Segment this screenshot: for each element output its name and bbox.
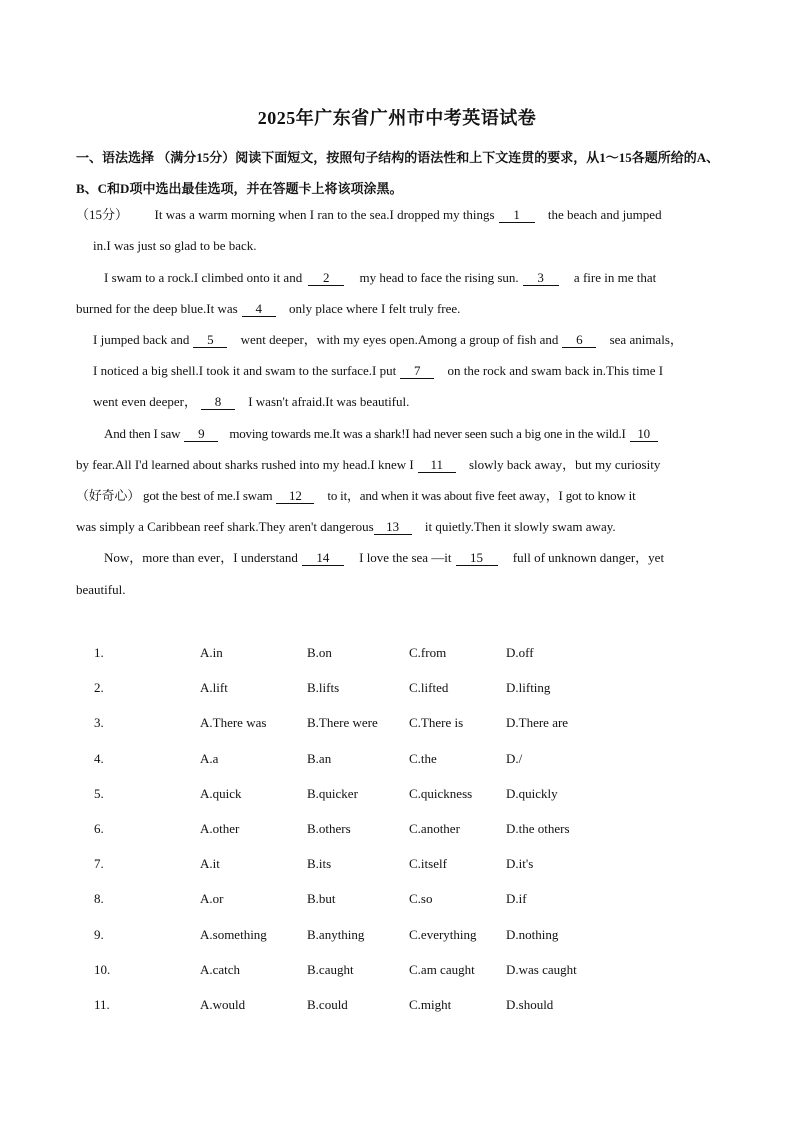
question-number: 8. xyxy=(94,891,104,906)
option-d[interactable]: D.nothing xyxy=(506,927,559,942)
option-b[interactable]: B.anything xyxy=(307,927,365,942)
passage-line-8 xyxy=(104,425,662,443)
passage-line-5 xyxy=(93,331,683,349)
question-number: 7. xyxy=(94,856,104,871)
blank-6[interactable]: 6 xyxy=(562,333,596,348)
option-row xyxy=(0,715,794,735)
question-number: 5. xyxy=(94,786,104,801)
blank-12[interactable]: 12 xyxy=(276,489,314,504)
option-a[interactable]: A.catch xyxy=(200,962,241,977)
section-instruction: 一、语法选择 （满分15分）阅读下面短文，按照句子结构的语法性和上下文连贯的要求，从1～15各题所给的A、B、C和D项中选出最佳选项，并在答题卡上将该项涂黑。 xyxy=(76,150,720,196)
passage-line-7 xyxy=(93,393,409,411)
option-d[interactable]: D.lifting xyxy=(506,680,551,695)
passage-text: It was a warm morning when I ran to the sea.I dropped my things xyxy=(154,207,495,222)
passage-text: a fire in me that xyxy=(573,270,657,285)
passage-text: on the rock and swam back in.This time I xyxy=(447,363,664,378)
option-row xyxy=(0,856,794,876)
option-b[interactable]: B.could xyxy=(307,997,348,1012)
blank-13[interactable]: 13 xyxy=(374,520,412,535)
option-row xyxy=(0,786,794,806)
passage-text: it quietly.Then it slowly swam away. xyxy=(424,519,616,534)
option-a[interactable]: A.a xyxy=(200,751,219,766)
option-b[interactable]: B.lifts xyxy=(307,680,340,695)
option-d[interactable]: D.quickly xyxy=(506,786,558,801)
option-d[interactable]: D./ xyxy=(506,751,523,766)
option-row xyxy=(0,680,794,700)
option-b[interactable]: B.an xyxy=(307,751,332,766)
passage-line-6 xyxy=(93,362,663,380)
option-a[interactable]: A.would xyxy=(200,997,246,1012)
question-number: 11. xyxy=(94,997,110,1012)
passage-text: by fear.All I'd learned about sharks rushed into my head.I knew I xyxy=(76,457,414,472)
blank-7[interactable]: 7 xyxy=(400,364,434,379)
option-b[interactable]: B.others xyxy=(307,821,351,836)
option-a[interactable]: A.something xyxy=(200,927,267,942)
option-a[interactable]: A.it xyxy=(200,856,220,871)
option-row xyxy=(0,927,794,947)
option-d[interactable]: D.if xyxy=(506,891,527,906)
option-b[interactable]: B.caught xyxy=(307,962,354,977)
blank-15[interactable]: 15 xyxy=(456,551,498,566)
question-number: 4. xyxy=(94,751,104,766)
passage-text: And then I saw xyxy=(104,426,181,441)
option-c[interactable]: C.the xyxy=(409,751,437,766)
blank-1[interactable]: 1 xyxy=(499,208,535,223)
passage-text: only place where I felt truly free. xyxy=(288,301,461,316)
option-b[interactable]: B.its xyxy=(307,856,332,871)
option-b[interactable]: B.on xyxy=(307,645,332,660)
passage-text: Now，more than ever，I understand xyxy=(104,550,298,565)
option-row xyxy=(0,821,794,841)
option-c[interactable]: C.from xyxy=(409,645,447,660)
option-b[interactable]: B.There were xyxy=(307,715,378,730)
passage-line-10 xyxy=(76,487,636,505)
passage-text: was simply a Caribbean reef shark.They aren't dangerous xyxy=(76,519,374,534)
passage-text: my head to face the rising sun. xyxy=(359,270,519,285)
blank-3[interactable]: 3 xyxy=(523,271,559,286)
option-c[interactable]: C.itself xyxy=(409,856,447,871)
question-number: 3. xyxy=(94,715,104,730)
passage-text: I jumped back and xyxy=(93,332,190,347)
blank-5[interactable]: 5 xyxy=(193,333,227,348)
passage-line-2 xyxy=(93,237,257,255)
passage-line-1 xyxy=(76,206,662,224)
passage-text: the beach and jumped xyxy=(547,207,662,222)
option-a[interactable]: A.quick xyxy=(200,786,242,801)
passage-text: beautiful. xyxy=(76,582,126,597)
question-number: 10. xyxy=(94,962,111,977)
passage-line-11 xyxy=(76,518,616,536)
passage-line-13 xyxy=(76,581,125,599)
option-d[interactable]: D.it's xyxy=(506,856,534,871)
option-c[interactable]: C.lifted xyxy=(409,680,449,695)
option-d[interactable]: D.off xyxy=(506,645,534,660)
question-number: 9. xyxy=(94,927,104,942)
score-label: （15分） xyxy=(76,207,129,222)
option-a[interactable]: A.or xyxy=(200,891,224,906)
option-c[interactable]: C.another xyxy=(409,821,460,836)
passage-text: I swam to a rock.I climbed onto it and xyxy=(104,270,303,285)
option-a[interactable]: A.other xyxy=(200,821,240,836)
option-c[interactable]: C.everything xyxy=(409,927,477,942)
question-number: 1. xyxy=(94,645,104,660)
option-c[interactable]: C.There is xyxy=(409,715,464,730)
passage-text: sea animals， xyxy=(609,332,683,347)
page-title: 2025年广东省广州市中考英语试卷 xyxy=(257,108,537,128)
passage-text: I noticed a big shell.I took it and swam to the surface.I put xyxy=(93,363,397,378)
question-number: 6. xyxy=(94,821,104,836)
passage-text: went even deeper， xyxy=(93,394,197,409)
blank-4[interactable]: 4 xyxy=(242,302,276,317)
option-d[interactable]: D.the others xyxy=(506,821,570,836)
option-b[interactable]: B.but xyxy=(307,891,336,906)
passage-line-4 xyxy=(76,300,460,318)
blank-10[interactable]: 10 xyxy=(630,427,658,442)
passage-text: I love the sea —it xyxy=(359,550,452,565)
option-row xyxy=(0,751,794,771)
blank-11[interactable]: 11 xyxy=(418,458,456,473)
option-a[interactable]: A.lift xyxy=(200,680,228,695)
option-d[interactable]: D.should xyxy=(506,997,554,1012)
passage-text: full of unknown danger，yet xyxy=(512,550,665,565)
blank-8[interactable]: 8 xyxy=(201,395,235,410)
passage-text: （好奇心） got the best of me.I swam xyxy=(76,488,273,503)
passage-text: went deeper，with my eyes open.Among a group of fish and xyxy=(240,332,559,347)
passage-text: burned for the deep blue.It was xyxy=(76,301,238,316)
option-row xyxy=(0,891,794,911)
option-row xyxy=(0,645,794,665)
option-b[interactable]: B.quicker xyxy=(307,786,358,801)
option-d[interactable]: D.There are xyxy=(506,715,569,730)
option-a[interactable]: A.in xyxy=(200,645,223,660)
blank-14[interactable]: 14 xyxy=(302,551,344,566)
passage-text: I wasn't afraid.It was beautiful. xyxy=(248,394,410,409)
passage-text: to it，and when it was about five feet away，I got to know it xyxy=(327,488,636,503)
passage-text: in.I was just so glad to be back. xyxy=(93,238,257,253)
question-number: 2. xyxy=(94,680,104,695)
option-c[interactable]: C.quickness xyxy=(409,786,473,801)
option-c[interactable]: C.so xyxy=(409,891,433,906)
passage-text: slowly back away，but my curiosity xyxy=(468,457,661,472)
blank-2[interactable]: 2 xyxy=(308,271,344,286)
passage-line-3 xyxy=(104,269,656,287)
option-row xyxy=(0,962,794,982)
passage-line-12 xyxy=(104,549,664,567)
option-row xyxy=(0,997,794,1017)
option-d[interactable]: D.was caught xyxy=(506,962,577,977)
blank-9[interactable]: 9 xyxy=(184,427,218,442)
option-a[interactable]: A.There was xyxy=(200,715,267,730)
option-c[interactable]: C.might xyxy=(409,997,452,1012)
option-c[interactable]: C.am caught xyxy=(409,962,475,977)
passage-line-9 xyxy=(76,456,660,474)
passage-text: moving towards me.It was a shark!I had never seen such a big one in the wild.I xyxy=(229,426,626,441)
